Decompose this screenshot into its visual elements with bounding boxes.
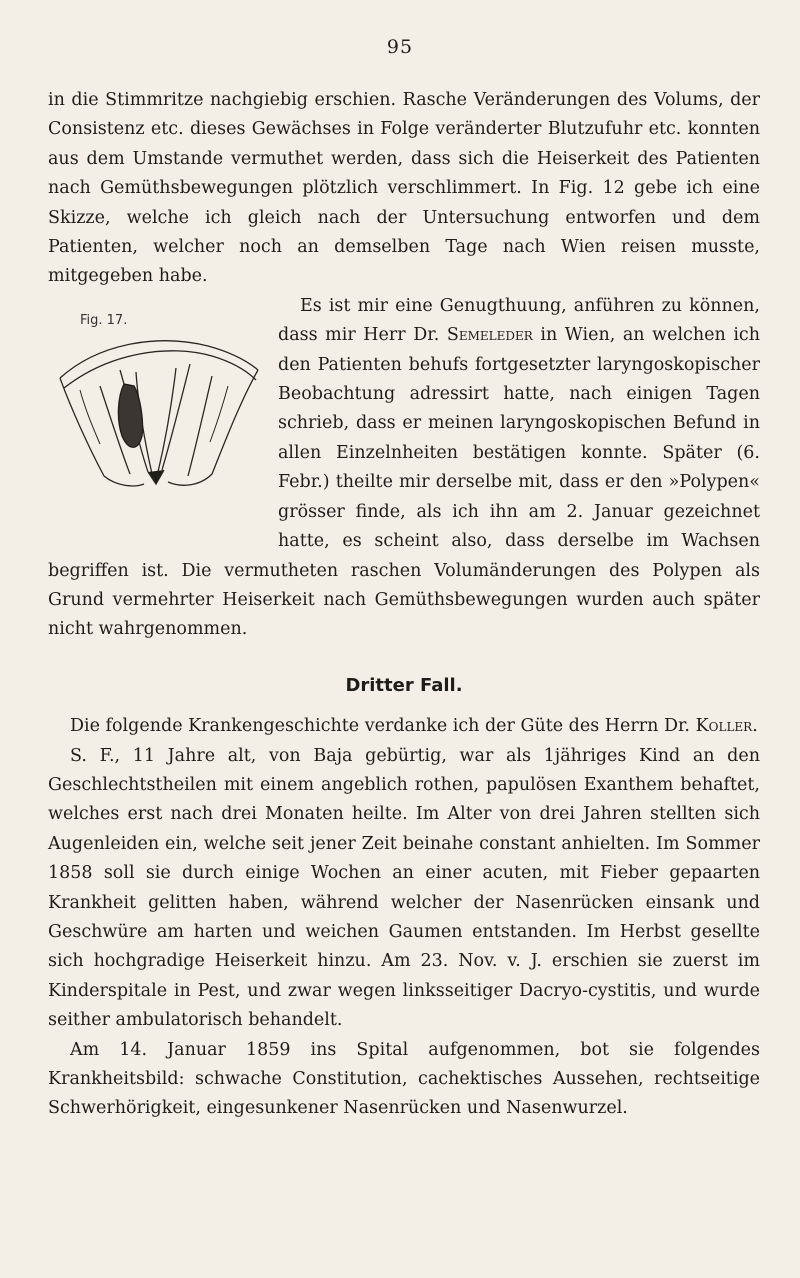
figure-label: Fig. 17. xyxy=(80,312,128,328)
figure-17 xyxy=(40,292,270,530)
paragraph-3 xyxy=(48,712,760,741)
paragraph-4: S. F., 11 Jahre alt, von Baja gebürtig, war als 1jähriges Kind an den Geschlechtstheilen mit einem angeblich rothen, papulösen Exanthem behaftet, welches erst nach drei Monaten heilte. Im Alter von drei Jahren stellten sich Augenleiden ein, welche seit jener Zeit beinahe constant anhielten. Im Sommer 1858 soll sie durch einige Wochen an einer acuten, mit Fieber gepaarten Krankheit gelitten haben, während welcher der Nasenrücken einsank und Geschwüre am harten und weichen Gaumen entstanden. Im Herbst gesellte sich hochgradige Heiserkeit hinzu. Am 23. Nov. v. J. erschien sie zuerst im Kinderspitale in Pest, und zwar wegen linksseitiger Dacryo-cystitis, und wurde seither ambulatorisch behandelt. xyxy=(48,745,760,1031)
body-text xyxy=(48,86,760,1124)
paragraph-3-end: . xyxy=(752,716,758,737)
larynx-sketch-icon xyxy=(40,326,268,506)
paragraph-3-text: Die folgende Krankengeschichte verdanke ich der Güte des Herrn Dr. xyxy=(70,716,696,737)
paragraph-2-text-a: Es ist mir eine Genugthuung, anführen zu können, dass mir Herr Dr. xyxy=(278,295,760,346)
paragraph-2-text-b: in Wien, an welchen ich den Patienten behufs fortgesetzter laryngoskopischer Beobachtung adressirt hatte, nach einigen Tagen schrieb, dass er meinen laryngoskopischen Befund in allen Einzelnheiten bestätigen konnte. Später (6. Febr.) theilte mir derselbe mit, dass er den »Polypen« grösser finde, als ich ihn am 2. Januar gezeichnet hatte, es scheint also, dass derselbe im Wachsen begriffen ist. Die vermutheten raschen Volumänderungen des Polypen als Grund vermehrter Heiserkeit nach Gemüthsbewegungen wurden auch später nicht wahrgenommen. xyxy=(48,325,761,640)
section-heading: Dritter Fall. xyxy=(345,674,463,696)
author-name-koller: Koller xyxy=(695,716,753,737)
page-number: 95 xyxy=(386,36,414,58)
author-name-semeleder: Semeleder xyxy=(446,325,533,346)
paragraph-5: Am 14. Januar 1859 ins Spital aufgenommen, bot sie folgendes Krankheitsbild: schwache Constitution, cachektisches Aussehen, rechtseitige Schwerhörigkeit, eingesunkener Nasenrücken und Nasenwurzel. xyxy=(48,1039,760,1119)
paragraph-1: in die Stimmritze nachgiebig erschien. Rasche Veränderungen des Volums, der Consistenz etc. dieses Gewächses in Folge veränderter Blutzufuhr etc. konnten aus dem Umstande vermuthet werden, dass sich die Heiserkeit des Patienten nach Gemüthsbewegungen plötzlich verschlimmert. In Fig. 12 gebe ich eine Skizze, welche ich gleich nach der Untersuchung entworfen und dem Patienten, welcher noch an demselben Tage nach Wien reisen musste, mitgegeben habe. xyxy=(48,90,760,287)
